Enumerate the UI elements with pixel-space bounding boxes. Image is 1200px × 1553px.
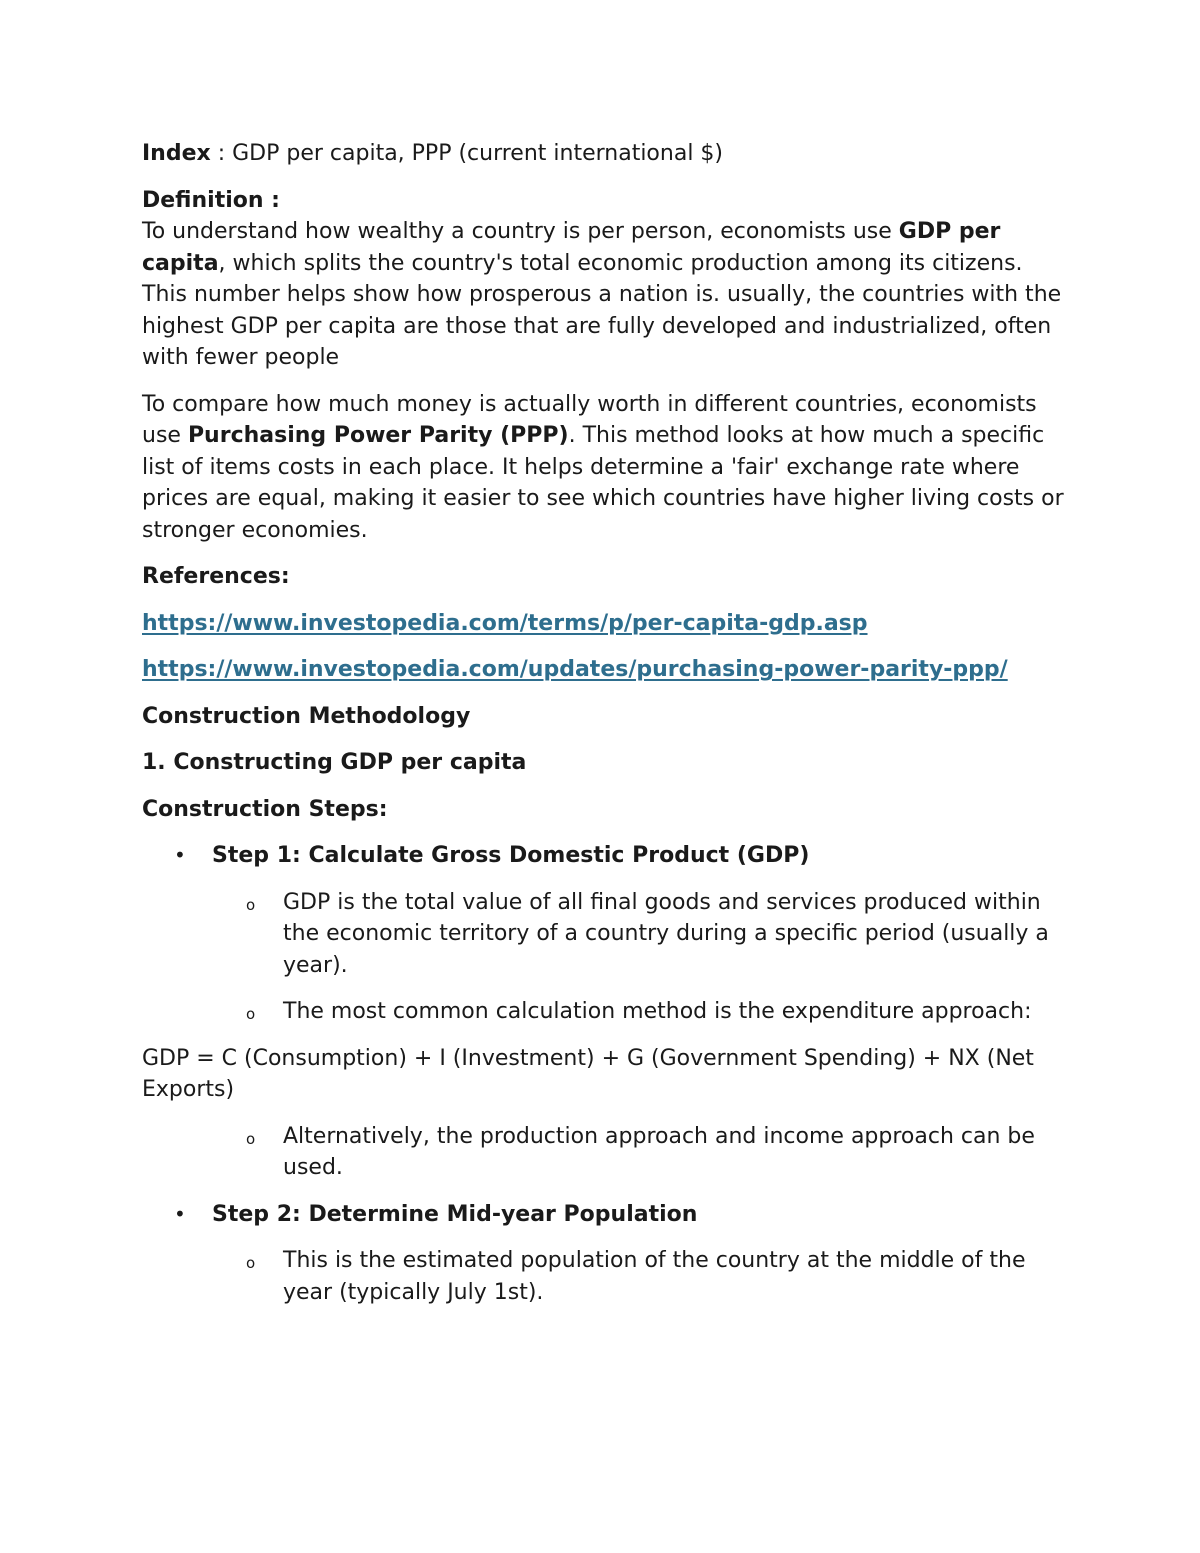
document-page [142, 138, 1072, 1308]
reference-link-1-line [142, 608, 1072, 640]
bullet-icon: • [174, 1201, 186, 1226]
index-label: Index [142, 141, 211, 166]
references-heading: References: [142, 564, 290, 589]
definition-heading: Definition : [142, 187, 280, 213]
construction-steps-heading: Construction Steps: [142, 796, 388, 822]
gdp-per-capita-term: GDP per capita [142, 219, 1001, 276]
step-1-bullet [142, 840, 1072, 872]
step-2-title: Step 2: Determine Mid-year Population [212, 1201, 698, 1227]
sub-bullet-icon: o [246, 1254, 256, 1272]
index-separator: : [210, 141, 233, 166]
step-1-item-2: o The most common calculation method is the expenditure approach: [142, 996, 1072, 1028]
reference-link-1[interactable]: https://www.investopedia.com/terms/p/per-capita-gdp.asp [142, 610, 868, 636]
step-1-item-3: o Alternatively, the production approach and income approach can be used. [246, 1123, 1035, 1180]
section-1-heading: 1. Constructing GDP per capita [142, 750, 527, 775]
sub-bullet-icon: o [246, 1005, 256, 1023]
definition-paragraph-1: To understand how wealthy a country is per person, economists use GDP per capita, which splits the country's total economic production among its citizens. This number helps show how prosperous a nation is. usually, the countries with the highest GDP per capita are those that are fully developed and industrialized, often with fewer people [142, 219, 1062, 370]
reference-link-2[interactable]: https://www.investopedia.com/updates/purchasing-power-parity-ppp/ [142, 657, 1008, 682]
index-value: GDP per capita, PPP (current international $) [232, 141, 723, 166]
step-2-bullet [142, 1199, 1072, 1231]
reference-link-2-line [142, 654, 1072, 686]
gdp-formula: GDP = C (Consumption) + I (Investment) + G (Government Spending) + NX (Net Exports) [142, 1045, 1034, 1102]
ppp-term: Purchasing Power Parity (PPP) [187, 423, 569, 448]
step-2-item-1: o This is the estimated population of the country at the middle of the year (typically July 1st). [246, 1248, 1026, 1305]
step-1-title: Step 1: Calculate Gross Domestic Product (GDP) [212, 843, 810, 868]
sub-bullet-icon: o [246, 1129, 256, 1148]
definition-paragraph-2: To compare how much money is actually worth in different countries, economists use Purchasing Power Parity (PPP). This method looks at how much a specific list of items costs in each place. It helps determine a 'fair' exchange rate where prices are equal, making it easier to see which countries have higher living costs or stronger economies. [142, 391, 1064, 543]
index-line [142, 138, 1072, 170]
construction-methodology-heading: Construction Methodology [142, 703, 471, 729]
step-1-item-1: o GDP is the total value of all final goods and services produced within the economic territory of a country during a specific period (usually a year). [246, 889, 1049, 978]
sub-bullet-icon: o [246, 895, 256, 914]
bullet-icon: • [174, 843, 186, 867]
